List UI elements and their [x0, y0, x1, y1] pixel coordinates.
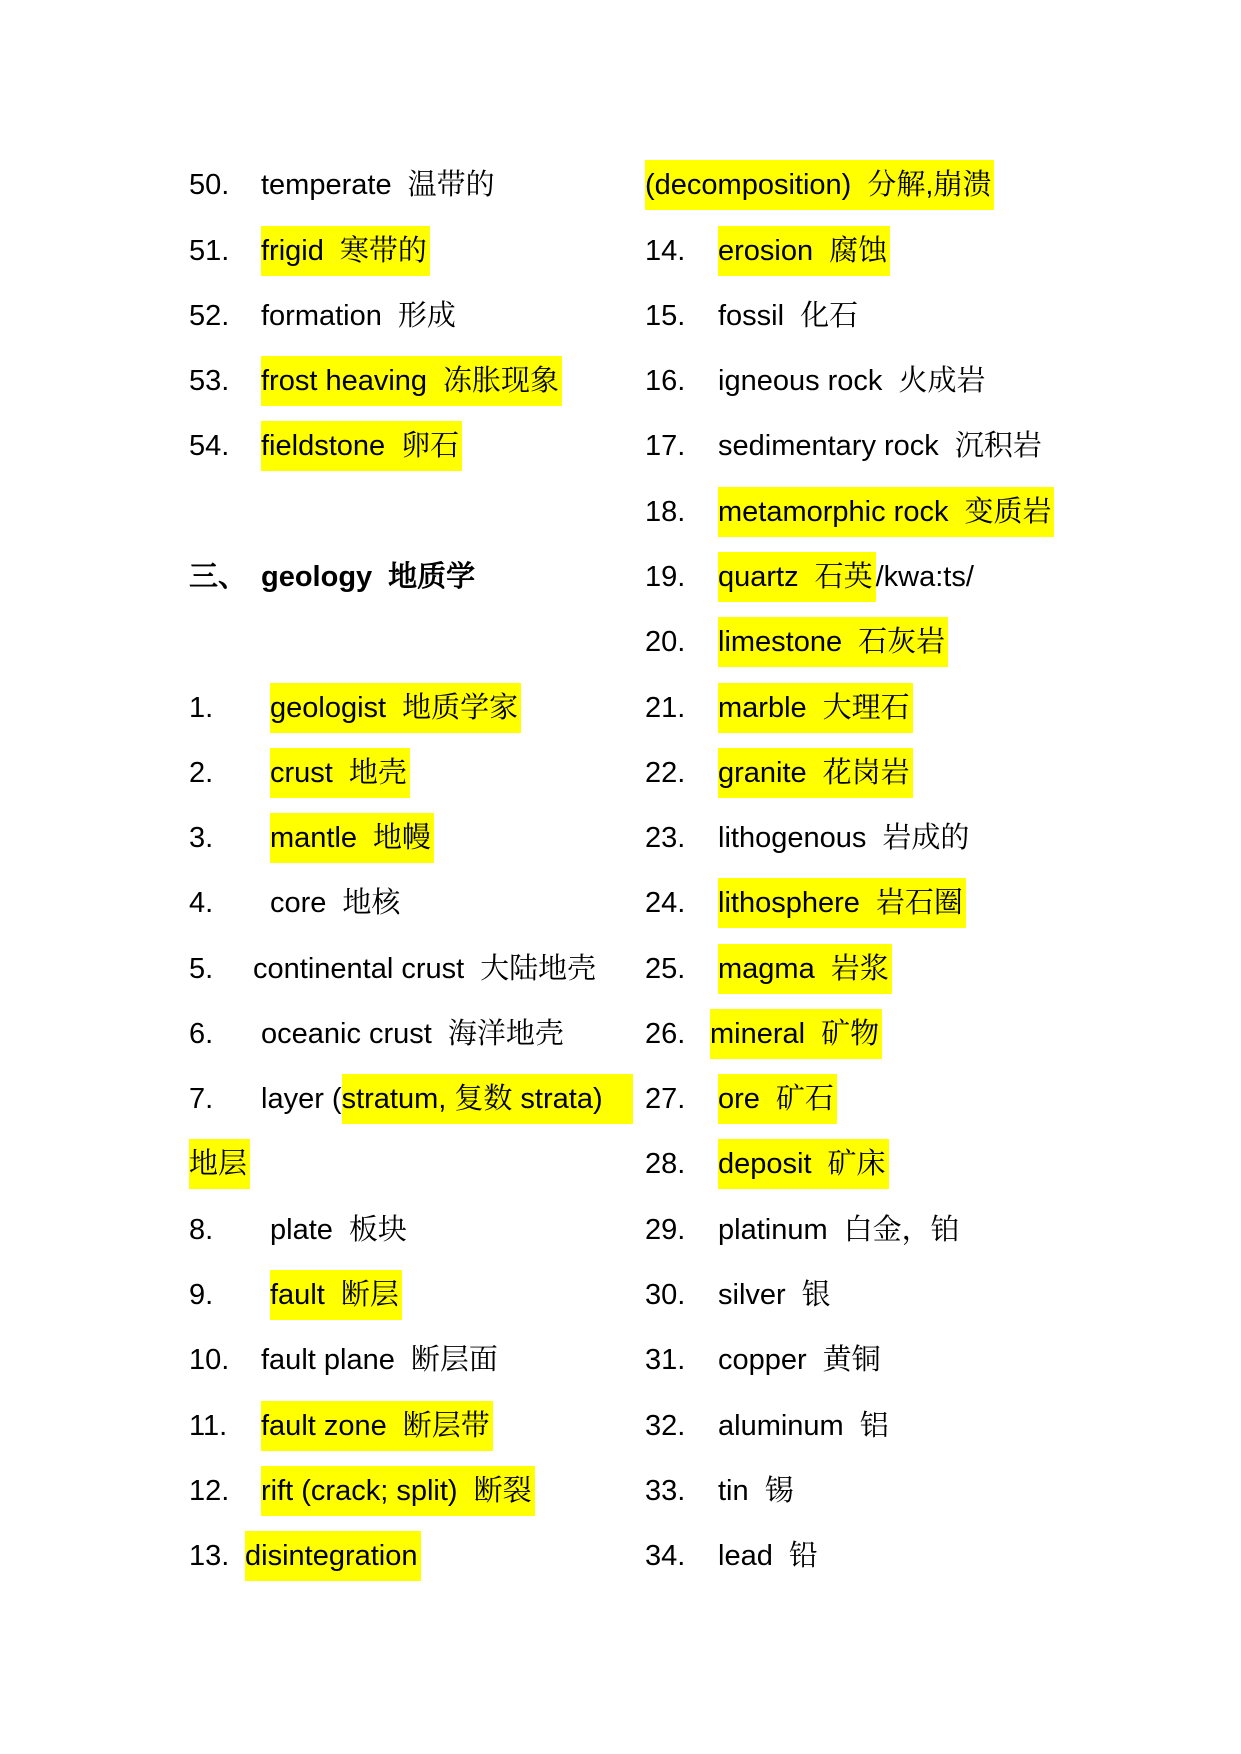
english-term: marble — [718, 691, 807, 724]
english-term: metamorphic rock — [718, 495, 949, 528]
item-number: 26. — [645, 1017, 686, 1050]
chinese-gloss: 寒带的 — [339, 234, 427, 267]
chinese-gloss: 冻胀现象 — [443, 365, 560, 398]
item-number: 50. — [189, 169, 230, 202]
chinese-gloss: 海洋地壳 — [447, 1017, 564, 1050]
item-number: 30. — [645, 1278, 686, 1311]
highlight-mark — [645, 160, 994, 210]
vocab-entry — [718, 1401, 892, 1451]
vocab-entry — [718, 1466, 797, 1516]
highlight-mark — [718, 944, 892, 994]
item-number: 23. — [645, 822, 686, 855]
chinese-gloss: 沉积岩 — [954, 430, 1042, 463]
vocab-row-24 — [0, 878, 1241, 928]
english-term: tin — [718, 1474, 749, 1507]
item-number: 4. — [189, 887, 214, 920]
english-term-continued: (decomposition) — [645, 169, 852, 202]
chinese-gloss: 花岗岩 — [822, 756, 910, 789]
chinese-gloss: 大理石 — [822, 691, 910, 724]
item-number: 19. — [645, 561, 686, 594]
english-term: formation — [261, 299, 382, 332]
highlight-mark — [718, 421, 1045, 471]
chinese-gloss: 锡 — [764, 1474, 794, 1507]
vocab-row-34 — [0, 1531, 1241, 1581]
english-term: continental crust — [253, 952, 465, 985]
item-number: 52. — [189, 299, 230, 332]
english-term: mineral — [710, 1017, 806, 1050]
item-number: 15. — [645, 299, 686, 332]
highlight-mark — [718, 1531, 821, 1581]
chinese-gloss: 银 — [801, 1278, 831, 1311]
english-term: fault zone — [261, 1409, 387, 1442]
item-number: 53. — [189, 365, 230, 398]
item-number: 18. — [645, 495, 686, 528]
item-number: 13. — [189, 1540, 230, 1573]
vocab-row-26 — [0, 1009, 1241, 1059]
vocab-entry — [718, 1139, 889, 1189]
vocab-row-28 — [0, 1139, 1241, 1189]
english-term: mantle — [270, 822, 358, 855]
chinese-gloss: 白金，铂 — [843, 1213, 960, 1246]
highlight-mark — [718, 617, 948, 667]
item-number: 54. — [189, 430, 230, 463]
chinese-gloss: 矿床 — [827, 1148, 886, 1181]
english-term: fieldstone — [261, 430, 386, 463]
highlight-mark — [718, 1401, 892, 1451]
vocab-entry — [718, 356, 988, 406]
item-number: 20. — [645, 626, 686, 659]
english-term: aluminum — [718, 1409, 844, 1442]
item-number: 28. — [645, 1148, 686, 1181]
english-term: frigid — [261, 234, 324, 267]
chinese-gloss: 地壳 — [348, 756, 407, 789]
vocab-row-15 — [0, 291, 1241, 341]
vocab-row-31 — [0, 1335, 1241, 1385]
item-number: 17. — [645, 430, 686, 463]
item-number: 31. — [645, 1344, 686, 1377]
item-number: 5. — [189, 952, 214, 985]
vocab-row-30 — [0, 1270, 1241, 1320]
chinese-gloss: 温带的 — [407, 169, 495, 202]
vocab-row-22 — [0, 748, 1241, 798]
chinese-gloss: 腐蚀 — [829, 234, 888, 267]
english-term: fault — [270, 1278, 325, 1311]
vocab-entry-continuation — [645, 160, 994, 210]
item-number: 27. — [645, 1083, 686, 1116]
vocab-entry — [718, 1335, 884, 1385]
item-number: 14. — [645, 234, 686, 267]
highlight-mark — [718, 683, 913, 733]
chinese-gloss: 岩浆 — [830, 952, 889, 985]
vocab-entry — [718, 226, 890, 276]
highlight-mark — [718, 813, 972, 863]
vocab-entry — [718, 748, 913, 798]
term-prefix: layer ( — [261, 1083, 342, 1116]
item-number: 3. — [189, 822, 214, 855]
section-number: 三、 — [189, 561, 248, 594]
vocab-entry — [718, 1270, 834, 1320]
english-term: granite — [718, 756, 807, 789]
english-term: platinum — [718, 1213, 828, 1246]
chinese-gloss: 化石 — [800, 299, 859, 332]
english-term: frost heaving — [261, 365, 428, 398]
item-number: 24. — [645, 887, 686, 920]
item-number: 10. — [189, 1344, 230, 1377]
english-term: copper — [718, 1344, 807, 1377]
vocab-row-18 — [0, 487, 1241, 537]
highlight-mark — [718, 1270, 834, 1320]
chinese-gloss: 地核 — [342, 887, 401, 920]
english-term: stratum, 复数 strata) — [341, 1083, 603, 1116]
english-term: oceanic crust — [261, 1017, 432, 1050]
vocab-entry — [718, 878, 966, 928]
vocab-entry — [718, 291, 861, 341]
chinese-gloss: 火成岩 — [898, 365, 986, 398]
vocab-row-21 — [0, 683, 1241, 733]
item-number: 1. — [189, 691, 214, 724]
highlight-mark — [718, 748, 913, 798]
english-term: silver — [718, 1278, 786, 1311]
chinese-gloss: 矿物 — [821, 1017, 880, 1050]
english-term: crust — [270, 756, 333, 789]
vocab-row-17 — [0, 421, 1241, 471]
chinese-gloss: 卵石 — [401, 430, 460, 463]
chinese-gloss: 铝 — [859, 1409, 889, 1442]
highlight-mark — [718, 878, 966, 928]
highlight-mark — [718, 1139, 889, 1189]
vocab-entry — [718, 944, 892, 994]
item-number: 9. — [189, 1278, 214, 1311]
chinese-gloss: 板块 — [348, 1213, 407, 1246]
chinese-gloss: 形成 — [397, 299, 456, 332]
vocab-row-20 — [0, 617, 1241, 667]
vocab-row-16 — [0, 356, 1241, 406]
vocab-row-14 — [0, 226, 1241, 276]
chinese-gloss: 黄铜 — [822, 1344, 881, 1377]
chinese-gloss: 岩成的 — [882, 822, 970, 855]
english-term: limestone — [718, 626, 843, 659]
chinese-gloss: 铅 — [788, 1540, 818, 1573]
chinese-gloss: 大陆地壳 — [480, 952, 597, 985]
vocab-entry — [718, 1531, 821, 1581]
item-number: 8. — [189, 1213, 214, 1246]
vocab-row-19 — [0, 552, 1241, 602]
chinese-gloss: 地层 — [189, 1148, 248, 1181]
english-term: rift (crack; split) — [261, 1474, 458, 1507]
vocab-entry — [718, 617, 948, 667]
item-number: 16. — [645, 365, 686, 398]
vocab-row-23 — [0, 813, 1241, 863]
vocab-entry — [718, 813, 972, 863]
highlight-mark — [718, 291, 861, 341]
vocab-row-29 — [0, 1205, 1241, 1255]
english-term: plate — [270, 1213, 333, 1246]
item-number: 25. — [645, 952, 686, 985]
chinese-gloss: 岩石圈 — [875, 887, 963, 920]
vocab-entry — [710, 1009, 882, 1059]
chinese-gloss: 地质学家 — [402, 691, 519, 724]
highlight-mark — [718, 1335, 884, 1385]
item-number: 11. — [189, 1409, 228, 1442]
highlight-mark — [718, 356, 988, 406]
chinese-gloss: 矿石 — [775, 1083, 834, 1116]
vocab-row-13-continued — [0, 160, 1241, 210]
item-number: 22. — [645, 756, 686, 789]
highlight-mark — [718, 552, 876, 602]
item-number: 7. — [189, 1083, 214, 1116]
highlight-mark — [718, 1466, 797, 1516]
vocab-entry — [718, 1074, 837, 1124]
english-term: lithosphere — [718, 887, 860, 920]
section-gloss: 地质学 — [388, 561, 476, 594]
english-term: quartz — [718, 561, 799, 594]
english-term: geologist — [270, 691, 387, 724]
vocab-entry — [718, 421, 1045, 471]
item-number: 6. — [189, 1017, 214, 1050]
pronunciation: /kwa:ts/ — [875, 561, 974, 594]
highlight-mark — [718, 226, 890, 276]
vocab-row-27 — [0, 1074, 1241, 1124]
chinese-gloss: 变质岩 — [964, 495, 1052, 528]
section-term: geology — [261, 561, 373, 594]
english-term: ore — [718, 1083, 760, 1116]
highlight-mark — [710, 1009, 882, 1059]
item-number: 12. — [189, 1474, 230, 1507]
english-term: igneous rock — [718, 365, 883, 398]
vocab-row-33 — [0, 1466, 1241, 1516]
english-term: fault plane — [261, 1344, 395, 1377]
english-term: lead — [718, 1540, 773, 1573]
chinese-gloss: 断裂 — [473, 1474, 532, 1507]
chinese-gloss: 地幔 — [373, 822, 432, 855]
vocab-entry — [718, 683, 913, 733]
english-term: sedimentary rock — [718, 430, 939, 463]
item-number: 21. — [645, 691, 686, 724]
english-term: deposit — [718, 1148, 812, 1181]
english-term: core — [270, 887, 327, 920]
english-term: temperate — [261, 169, 392, 202]
chinese-gloss: 分解,崩溃 — [867, 169, 992, 202]
english-term: erosion — [718, 234, 814, 267]
item-number: 29. — [645, 1213, 686, 1246]
item-number: 32. — [645, 1409, 686, 1442]
vocab-row-25 — [0, 944, 1241, 994]
vocab-entry — [718, 1205, 963, 1255]
item-number: 33. — [645, 1474, 686, 1507]
english-term: lithogenous — [718, 822, 867, 855]
english-term: disintegration — [245, 1540, 418, 1573]
highlight-mark — [718, 1205, 963, 1255]
chinese-gloss: 石灰岩 — [858, 626, 946, 659]
chinese-gloss: 断层面 — [410, 1344, 498, 1377]
chinese-gloss: 石英 — [814, 561, 873, 594]
item-number: 2. — [189, 756, 214, 789]
item-number: 34. — [645, 1540, 686, 1573]
vocab-entry — [718, 487, 1054, 537]
highlight-mark — [718, 487, 1054, 537]
english-term: fossil — [718, 299, 785, 332]
chinese-gloss: 断层带 — [402, 1409, 490, 1442]
item-number: 51. — [189, 234, 230, 267]
vocab-entry — [718, 552, 974, 602]
highlight-mark — [718, 1074, 837, 1124]
vocab-row-32 — [0, 1401, 1241, 1451]
english-term: magma — [718, 952, 815, 985]
chinese-gloss: 断层 — [340, 1278, 399, 1311]
